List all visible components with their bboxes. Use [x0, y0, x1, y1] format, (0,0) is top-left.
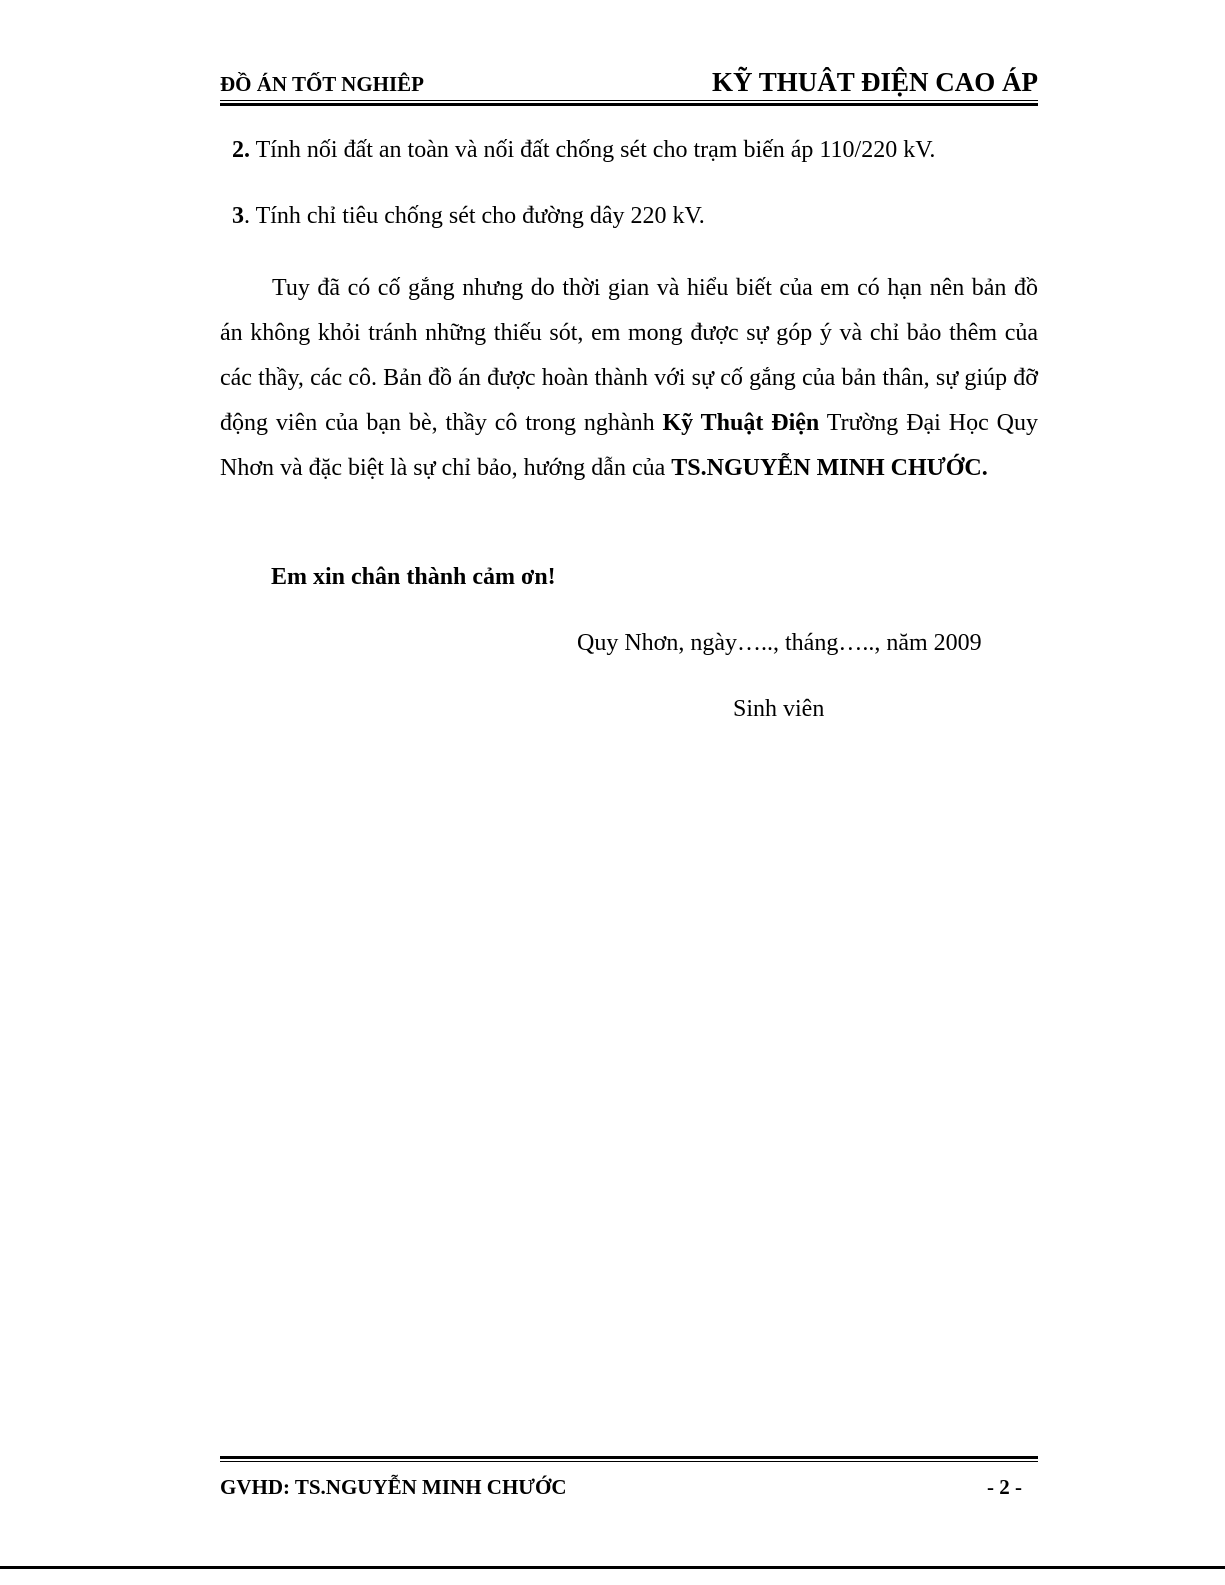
header-right-title: KỸ THUÂT ĐIỆN CAO ÁP	[711, 67, 1038, 97]
list-item-3	[232, 201, 705, 231]
header-left-title: ĐỒ ÁN TỐT NGHIÊP	[220, 72, 425, 96]
header-rule-thin	[220, 100, 1038, 101]
date-line: Quy Nhơn, ngày….., tháng….., năm 2009	[577, 630, 982, 656]
list-item-number: 2.	[232, 137, 250, 163]
paragraph-text-2: Trường Đại Học Quy Nhơn và đặc biệt là sự chỉ bảo, hướng dẫn của	[220, 410, 1039, 481]
header-rule-thick	[220, 103, 1038, 106]
acknowledgement-paragraph	[220, 266, 1038, 491]
list-item-text: . Tính chỉ tiêu chống sét cho đường dây 220 kV.	[244, 203, 705, 229]
footer-rule-thin	[220, 1461, 1038, 1462]
signer-label: Sinh viên	[733, 696, 825, 722]
page-bottom-edge	[0, 1566, 1225, 1569]
page-number: - 2 -	[987, 1475, 1022, 1499]
list-item-number: 3	[232, 203, 244, 229]
paragraph-bold-department: Kỹ Thuật Điện	[662, 410, 820, 436]
list-item-2	[232, 135, 935, 165]
footer-advisor: GVHD: TS.NGUYỄN MINH CHƯỚC	[220, 1475, 567, 1499]
thanks-line: Em xin chân thành cảm ơn!	[271, 564, 556, 590]
paragraph-text-1: Tuy đã có cố gắng nhưng do thời gian và hiểu biết của em có hạn nên bản đồ án không khỏi tránh những thiếu sót, em mong được sự góp ý và chỉ bảo thêm của các thầy, các cô. Bản đồ án được hoàn thành với sự cố gắng của bản thân, sự giúp đỡ động viên của bạn bè, thầy cô trong nghành	[220, 275, 1038, 436]
paragraph-bold-advisor: TS.NGUYỄN MINH CHƯỚC.	[671, 455, 988, 481]
footer-rule-thick	[220, 1456, 1038, 1459]
list-item-text: Tính nối đất an toàn và nối đất chống sét cho trạm biến áp 110/220 kV.	[250, 137, 936, 163]
